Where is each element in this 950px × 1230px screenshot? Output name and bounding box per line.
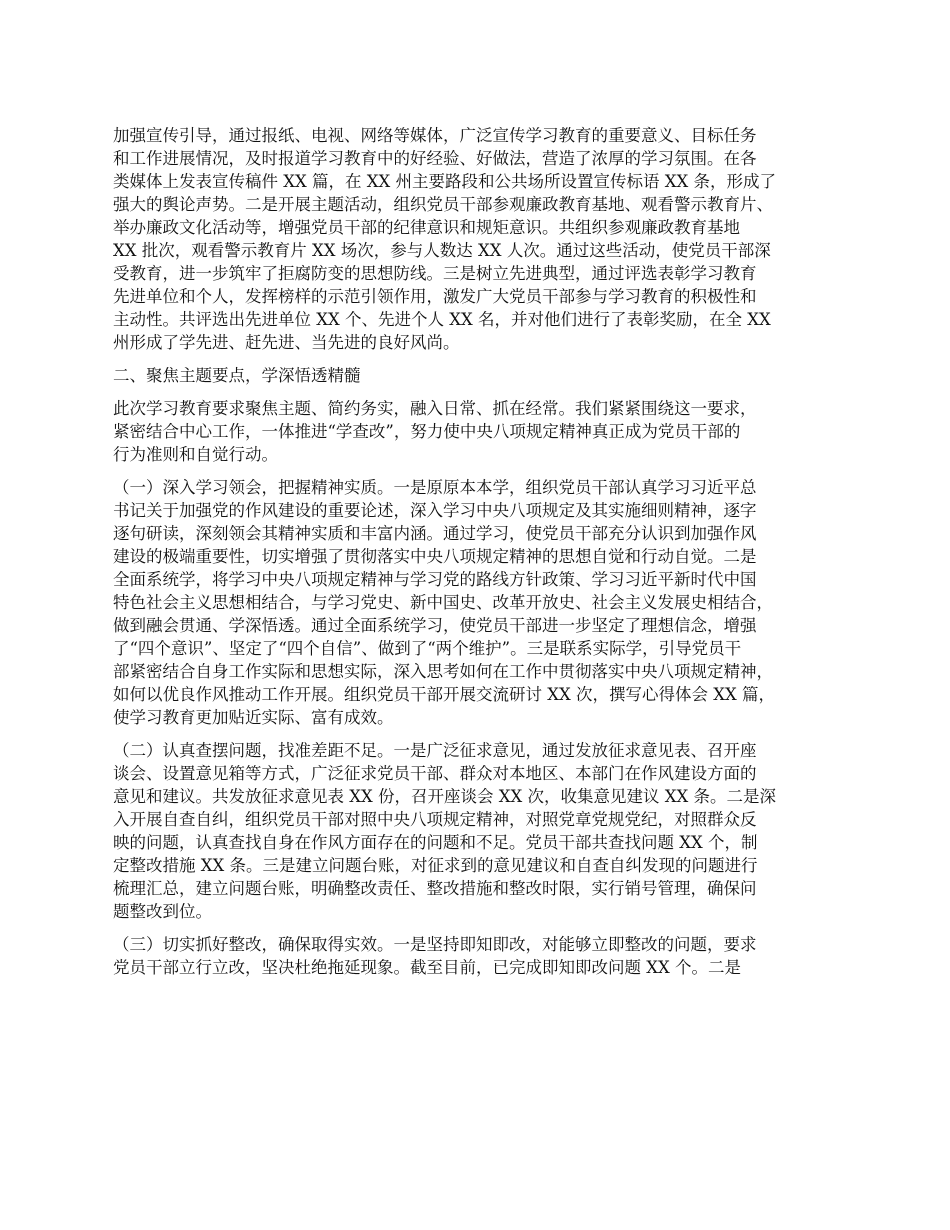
section-heading-2: 二、聚焦主题要点，学深悟透精髓	[113, 366, 361, 385]
body-paragraph-problems: （二）认真查摆问题，找准差距不足。一是广泛征求意见，通过发放征求意见表、召开座 谈会、设置意见箱等方式，广泛征求党员干部、群众对本地区、本部门在作风建设方面的 意见和建议。共发放征求意见表 XX 份，召开座谈会 XX 次，收集意见建议 XX 条。二是深 入开展自查自纠，组织党员干部对照中央八项规定精神，对照党章党规党纪，对照群众反 映的问题，认真查找自身在作风方面存在的问题和不足。党员干部共查找问题 XX 个，制 定整改措施 XX 条。三是建立问题台账，对征求到的意见建议和自查自纠发现的问题进行 梳理汇总，建立问题台账，明确整改责任、整改措施和整改时限，实行销号管理，确保问 题整改到位。	[113, 741, 776, 921]
body-paragraph-rectification: （三）切实抓好整改，确保取得实效。一是坚持即知即改，对能够立即整改的问题，要求 党员干部立行立改，坚决杜绝拖延现象。截至目前，已完成即知即改问题 XX 个。二是	[113, 935, 757, 977]
body-paragraph-requirements: 此次学习教育要求聚焦主题、简约务实，融入日常、抓在经常。我们紧紧围绕这一要求， 紧密结合中心工作，一体推进“学查改”，努力使中央八项规定精神真正成为党员干部的 行为准则和自觉行动。	[113, 399, 757, 464]
document-body	[113, 124, 863, 989]
body-paragraph-publicity: 加强宣传引导，通过报纸、电视、网络等媒体，广泛宣传学习教育的重要意义、目标任务 和工作进展情况，及时报道学习教育中的好经验、好做法，营造了浓厚的学习氛围。在各 类媒体上发表宣传稿件 XX 篇，在 XX 州主要路段和公共场所设置宣传标语 XX 条，形成了 强大的舆论声势。二是开展主题活动，组织党员干部参观廉政教育基地、观看警示教育片、 举办廉政文化活动等，增强党员干部的纪律意识和规矩意识。共组织参观廉政教育基地 XX 批次，观看警示教育片 XX 场次，参与人数达 XX 人次。通过这些活动，使党员干部深 受教育，进一步筑牢了拒腐防变的思想防线。三是树立先进典型，通过评选表彰学习教育 先进单位和个人，发挥榜样的示范引领作用，激发广大党员干部参与学习教育的积极性和 主动性。共评选出先进单位 XX 个、先进个人 XX 名，并对他们进行了表彰奖励，在全 XX 州形成了学先进、赶先进、当先进的良好风尚。	[113, 126, 776, 352]
body-paragraph-study: （一）深入学习领会，把握精神实质。一是原原本本学，组织党员干部认真学习习近平总 书记关于加强党的作风建设的重要论述，深入学习中央八项规定及其实施细则精神，逐字 逐句研读，深刻领会其精神实质和丰富内涵。通过学习，使党员干部充分认识到加强作风 建设的极端重要性，切实增强了贯彻落实中央八项规定精神的思想自觉和行动自觉。二是 全面系统学，将学习中央八项规定精神与学习党的路线方针政策、学习习近平新时代中国 特色社会主义思想相结合，与学习党史、新中国史、改革开放史、社会主义发展史相结合， 做到融会贯通、学深悟透。通过全面系统学习，使党员干部进一步坚定了理想信念，增强 了“四个意识”、坚定了“四个自信”、做到了“两个维护”。三是联系实际学，引导党员干 部紧密结合自身工作实际和思想实际，深入思考如何在工作中贯彻落实中央八项规定精神， 如何以优良作风推动工作开展。组织党员干部开展交流研讨 XX 次，撰写心得体会 XX 篇， 使学习教育更加贴近实际、富有成效。	[113, 478, 775, 727]
